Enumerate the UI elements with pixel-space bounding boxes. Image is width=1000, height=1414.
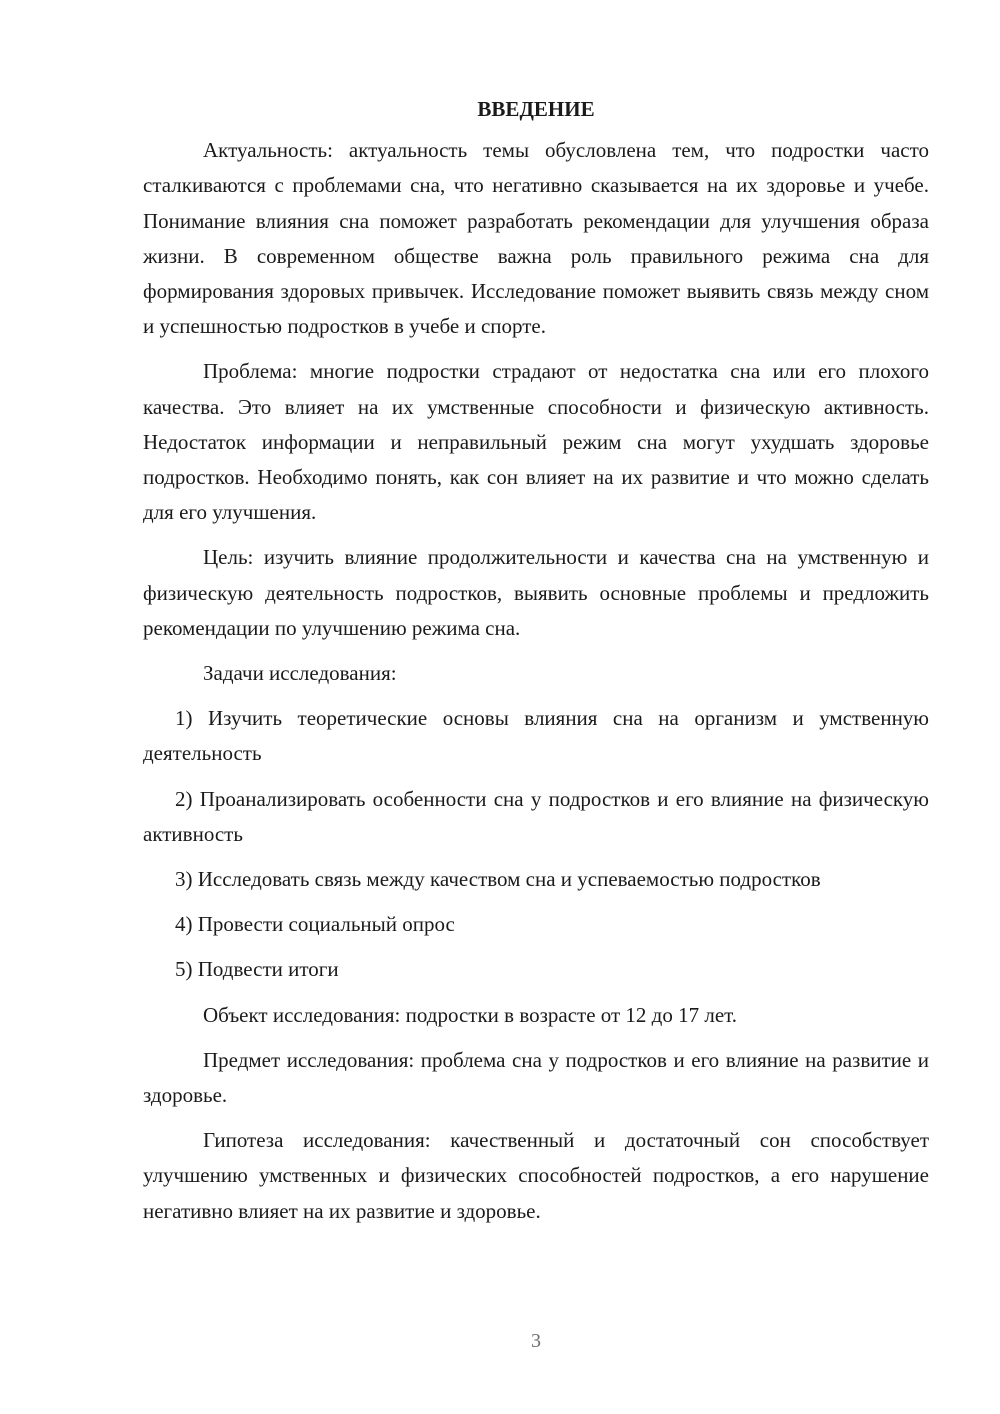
page-title: ВВЕДЕНИЕ — [477, 97, 595, 121]
paragraph-subject: Предмет исследования: проблема сна у подростков и его влияние на развитие и здоровье. — [143, 1047, 929, 1108]
paragraph-tasks-heading: Задачи исследования: — [203, 661, 397, 686]
task-item-2: 2) Проанализировать особенности сна у подростков и его влияние на физическую активность — [143, 786, 929, 846]
task-item-4: 4) Провести социальный опрос — [175, 912, 455, 937]
paragraph-goal: Цель: изучить влияние продолжительности и качества сна на умственную и физическую деятельность подростков, выявить основные проблемы и предложить рекомендации по улучшению режима сна. — [143, 545, 929, 640]
document-page — [143, 92, 929, 1239]
paragraph-relevance: Актуальность: актуальность темы обусловлена тем, что подростки часто сталкиваются с проблемами сна, что негативно сказывается на их здоровье и учебе. Понимание влияния сна поможет разработать рекомендации для улучшения образа жизни. В современном обществе важна роль правильного режима сна для формирования здоровых привычек. Исследование поможет выявить связь между сном и успешностью подростков в учебе и спорте. — [143, 138, 929, 339]
task-item-5: 5) Подвести итоги — [175, 957, 339, 982]
task-item-3: 3) Исследовать связь между качеством сна и успеваемостью подростков — [175, 867, 821, 892]
paragraph-problem: Проблема: многие подростки страдают от недостатка сна или его плохого качества. Это влияет на их умственные способности и физическую активность. Недостаток информации и неправильный режим сна могут ухудшать здоровье подростков. Необходимо понять, как сон влияет на их развитие и что можно сделать для его улучшения. — [143, 359, 929, 525]
paragraph-hypothesis: Гипотеза исследования: качественный и достаточный сон способствует улучшению умственных и физических способностей подростков, а его нарушение негативно влияет на их развитие и здоровье. — [143, 1128, 929, 1223]
task-item-1: 1) Изучить теоретические основы влияния сна на организм и умственную деятельность — [143, 706, 929, 766]
paragraph-object: Объект исследования: подростки в возрасте от 12 до 17 лет. — [203, 1002, 738, 1027]
page-number: 3 — [531, 1330, 541, 1352]
